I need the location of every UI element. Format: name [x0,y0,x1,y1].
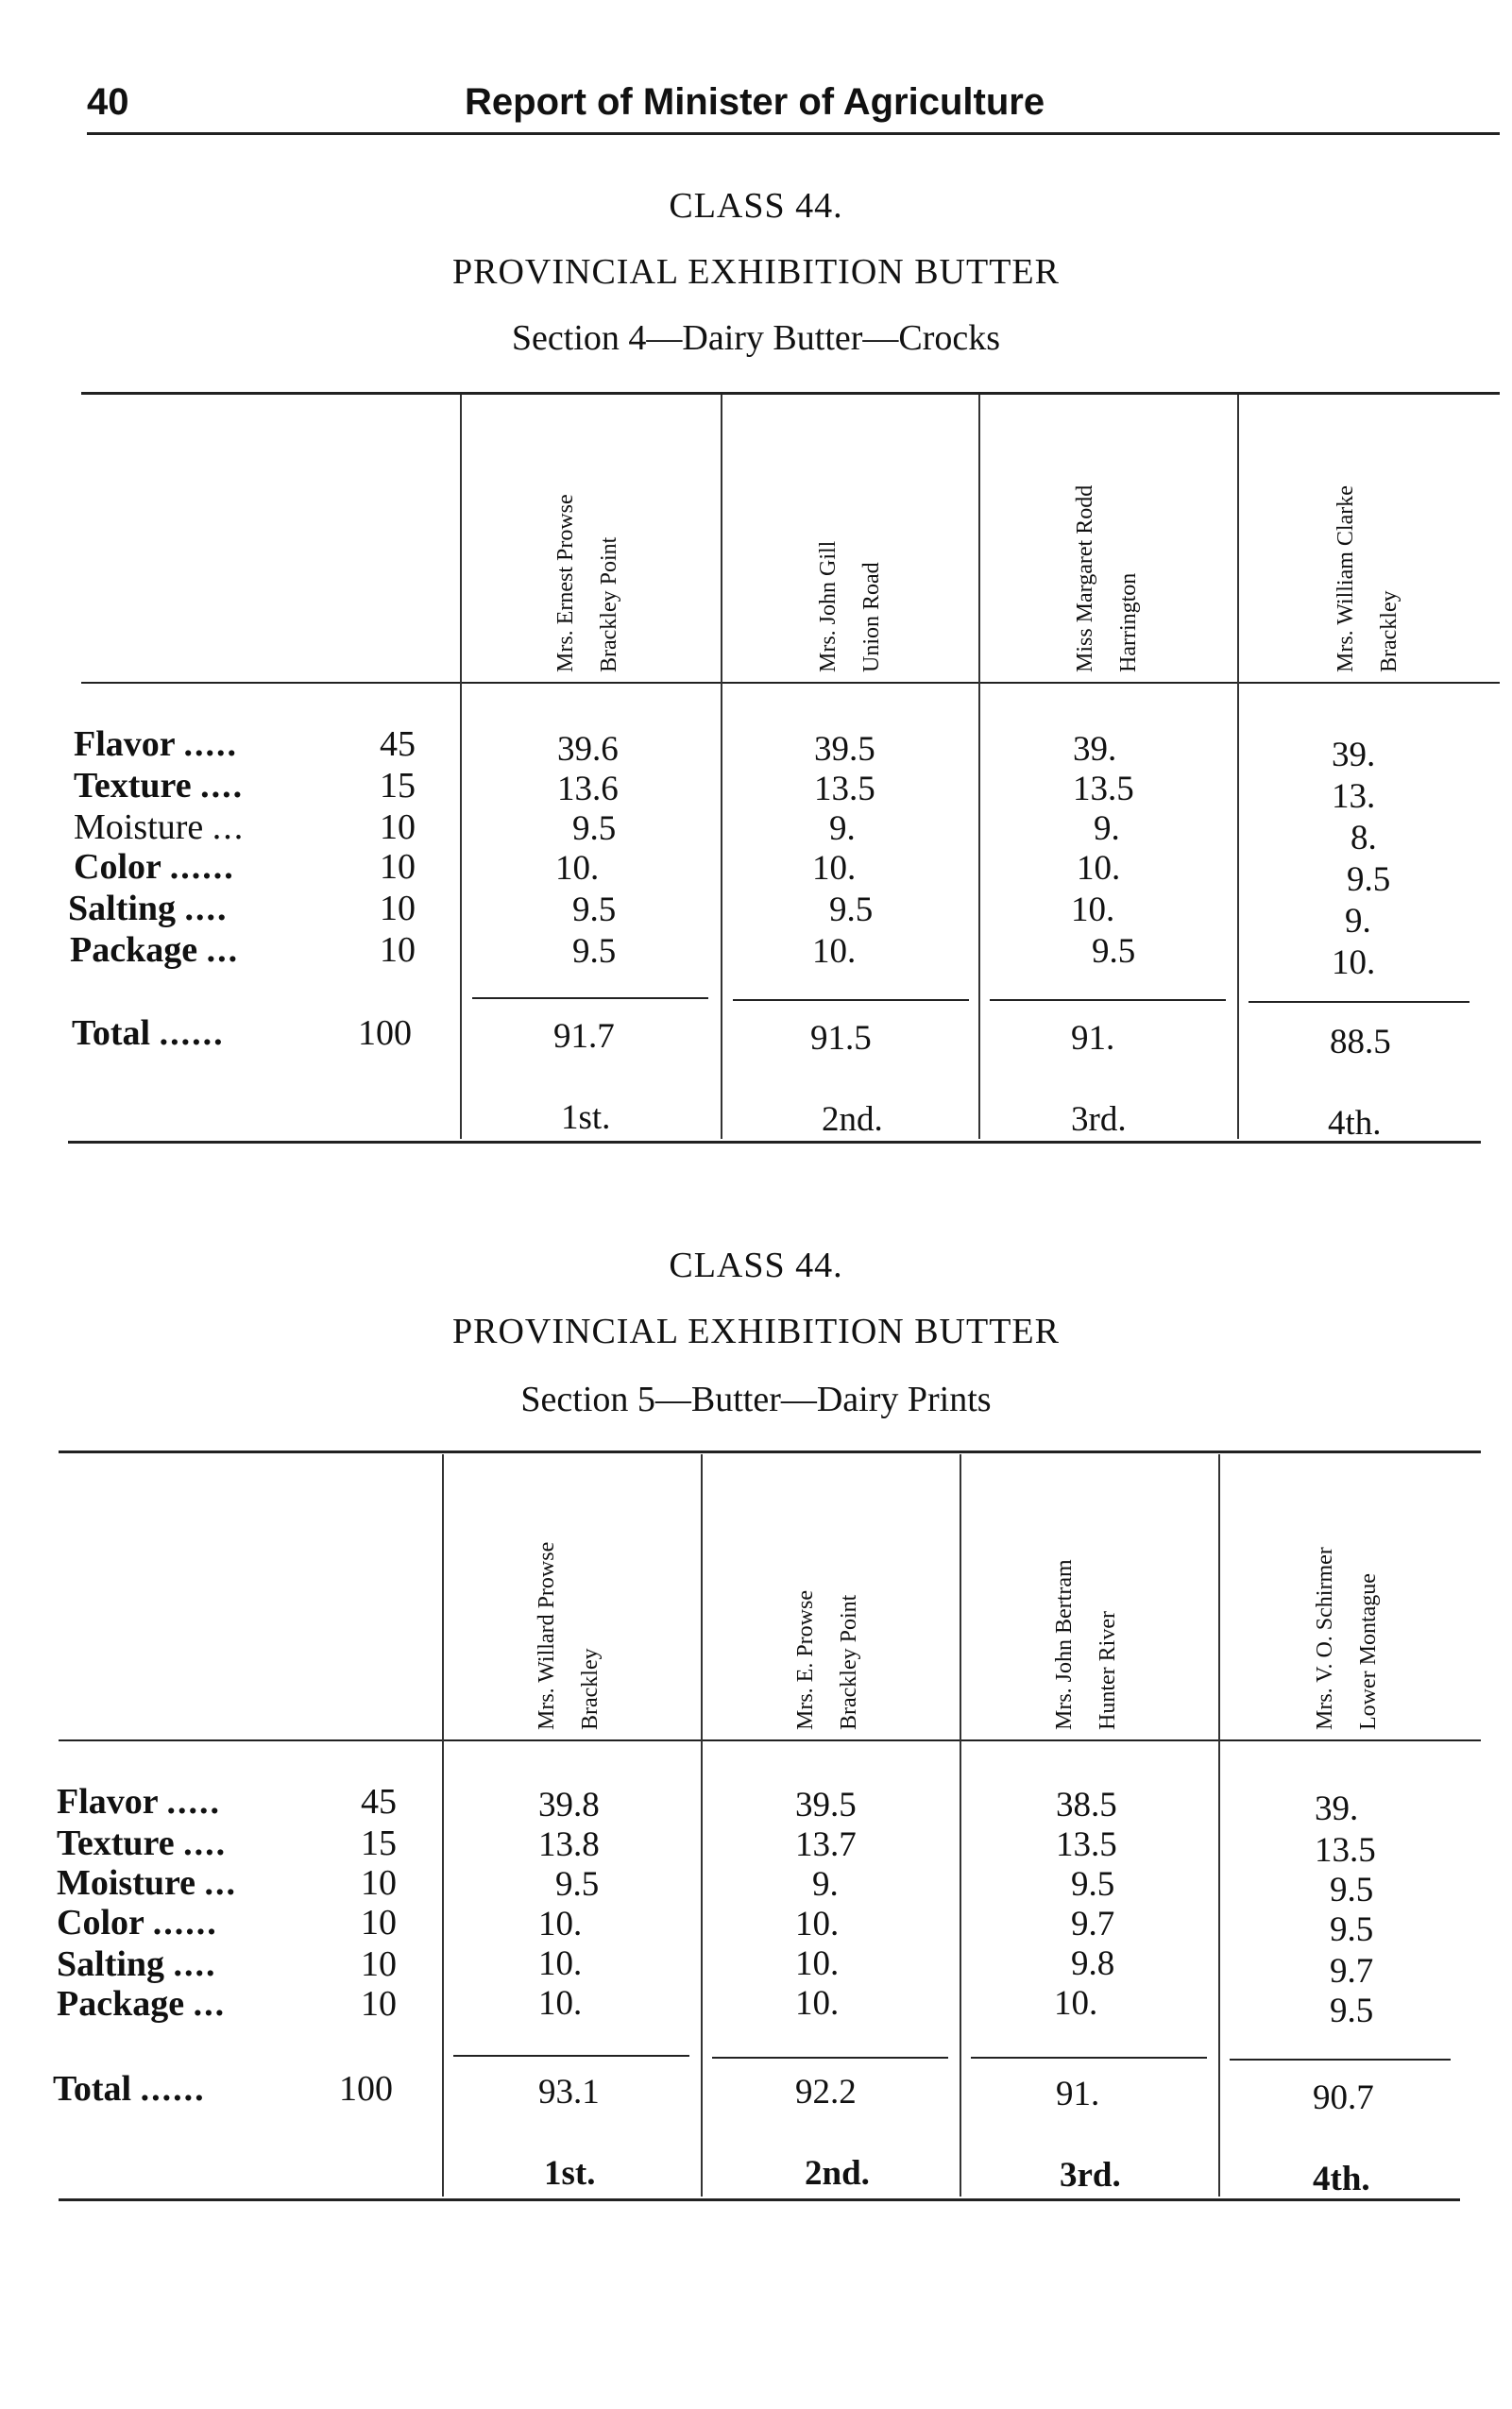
score-cell: 13.5 [1073,770,1134,808]
section-title: Section 5—Butter—Dairy Prints [520,1380,992,1419]
score-cell: 39.5 [795,1786,857,1824]
criterion-max: 10 [380,847,416,887]
criterion-label: Texture .... [74,766,245,806]
score-cell: 9.5 [572,809,617,848]
entrant-header [1320,446,1415,672]
column-divider [721,395,722,1139]
rank-cell: 2nd. [822,1100,883,1139]
total-rule [472,997,708,999]
score-cell: 13.8 [538,1825,600,1864]
column-divider [442,1454,444,2197]
score-cell: 10. [1071,891,1115,929]
entrant-name: Mrs. John Bertram [1052,1559,1077,1730]
score-cell: 10. [812,849,857,888]
score-cell: 39.8 [538,1786,600,1824]
class-title: CLASS 44. [669,186,843,226]
rank-cell: 3rd. [1060,2156,1121,2195]
total-rule [712,2057,948,2059]
entrant-place: Brackley [578,1648,603,1730]
table-top-rule [81,392,1500,395]
entrant-name: Mrs. V. O. Schirmer [1313,1547,1337,1730]
score-cell: 13. [1332,777,1376,816]
rank-cell: 4th. [1313,2160,1370,2198]
section-title: Section 4—Dairy Butter—Crocks [511,318,1001,358]
score-cell: 9.5 [1330,1871,1374,1909]
entrant-place: Brackley Point [597,536,621,672]
score-cell: 39.6 [557,730,619,769]
running-title: Report of Minister of Agriculture [465,81,1045,123]
total-cell: 91. [1056,2075,1100,2113]
score-cell: 39. [1332,736,1376,774]
header-bottom-rule [59,1739,1481,1741]
criterion-label: Color ...... [57,1903,218,1942]
score-cell: 9. [1345,902,1371,941]
column-divider [701,1454,703,2197]
entrant-name: Miss Margaret Rodd [1073,484,1097,672]
criterion-label: Flavor ..... [57,1782,221,1822]
criterion-max: 15 [380,766,416,806]
total-cell: 88.5 [1330,1023,1391,1061]
total-cell: 90.7 [1313,2078,1374,2117]
score-cell: 9.5 [572,932,617,971]
score-cell: 10. [1054,1984,1098,2023]
total-rule [453,2055,689,2057]
score-cell: 39. [1315,1790,1359,1828]
criterion-label: Moisture ... [57,1863,238,1903]
total-cell: 93.1 [538,2073,600,2112]
score-cell: 10. [1077,849,1121,888]
page-number: 40 [87,81,129,123]
entrant-header [780,1503,875,1730]
score-cell: 9.5 [1330,1992,1374,2030]
entrant-place: Harrington [1116,572,1141,672]
total-rule [1230,2059,1451,2061]
total-label: Total ...... [72,1013,225,1053]
score-cell: 8. [1351,819,1377,857]
criterion-label: Flavor ..... [74,724,238,764]
criterion-max: 15 [361,1824,397,1863]
entrant-place: Brackley [1377,590,1402,672]
criterion-max: 10 [380,930,416,970]
entrant-place: Union Road [859,562,884,672]
class-title: CLASS 44. [669,1246,843,1285]
score-cell: 9.5 [1330,1910,1374,1949]
score-cell: 9.7 [1071,1905,1115,1943]
total-max: 100 [358,1013,412,1053]
score-cell: 13.5 [1315,1831,1376,1870]
score-cell: 9. [1094,809,1120,848]
entrant-place: Brackley Point [837,1594,861,1730]
score-cell: 10. [538,1944,583,1983]
column-divider [460,395,462,1139]
score-cell: 9.5 [1092,932,1136,971]
header-bottom-rule [81,682,1500,684]
rank-cell: 2nd. [805,2154,870,2193]
score-cell: 9.5 [829,891,874,929]
score-cell: 10. [795,1944,840,1983]
score-cell: 10. [555,849,600,888]
table-bottom-rule [68,1141,1481,1144]
criterion-label: Color ...... [74,847,235,887]
total-rule [733,999,969,1001]
rank-cell: 1st. [561,1098,611,1137]
score-cell: 9.5 [1071,1865,1115,1904]
entrant-header [1300,1503,1394,1730]
score-cell: 38.5 [1056,1786,1117,1824]
entrant-place: Hunter River [1096,1611,1120,1730]
total-rule [990,999,1226,1001]
total-cell: 91. [1071,1019,1115,1058]
column-divider [960,1454,961,2197]
column-divider [1237,395,1239,1139]
criterion-max: 10 [361,1863,397,1903]
entrant-header [521,1503,616,1730]
entrant-header [1060,446,1154,672]
rank-cell: 1st. [544,2154,596,2193]
entrant-name: Mrs. Ernest Prowse [553,494,578,672]
score-cell: 10. [795,1984,840,2023]
score-cell: 13.5 [814,770,875,808]
criterion-label: Texture .... [57,1824,228,1863]
criterion-max: 10 [361,1903,397,1942]
criterion-max: 45 [361,1782,397,1822]
entrant-name: Mrs. William Clarke [1334,485,1358,672]
criterion-label: Package ... [70,930,240,970]
score-cell: 10. [812,932,857,971]
total-rule [1249,1001,1470,1003]
score-cell: 39.5 [814,730,875,769]
score-cell: 13.6 [557,770,619,808]
class-subtitle: PROVINCIAL EXHIBITION BUTTER [452,252,1060,292]
total-cell: 91.7 [553,1017,615,1056]
criterion-label: Salting .... [68,889,229,928]
total-max: 100 [339,2069,393,2109]
class-subtitle: PROVINCIAL EXHIBITION BUTTER [452,1312,1060,1351]
criterion-max: 10 [380,807,416,847]
table-bottom-rule [59,2198,1460,2201]
total-label: Total ...... [53,2069,206,2109]
column-divider [978,395,980,1139]
score-cell: 9.5 [1347,860,1391,899]
score-cell: 10. [1332,943,1376,982]
table-top-rule [59,1450,1481,1453]
score-cell: 9. [829,809,856,848]
score-cell: 10. [538,1905,583,1943]
entrant-place: Lower Montague [1356,1573,1381,1730]
criterion-max: 10 [361,1984,397,2024]
criterion-max: 10 [361,1944,397,1984]
criterion-label: Moisture ... [74,807,246,847]
entrant-name: Mrs. E. Prowse [793,1590,818,1730]
entrant-name: Mrs. John Gill [816,540,841,672]
score-cell: 13.5 [1056,1825,1117,1864]
criterion-max: 10 [380,889,416,928]
entrant-name: Mrs. Willard Prowse [535,1541,559,1730]
page-header [87,76,1500,135]
entrant-header [540,446,635,672]
score-cell: 9. [812,1865,839,1904]
total-cell: 91.5 [810,1019,872,1058]
rank-cell: 3rd. [1071,1100,1127,1139]
total-cell: 92.2 [795,2073,857,2112]
score-cell: 9.5 [555,1865,600,1904]
score-cell: 9.8 [1071,1944,1115,1983]
entrant-header [803,446,897,672]
entrant-header [1039,1503,1133,1730]
column-divider [1218,1454,1220,2197]
score-cell: 10. [538,1984,583,2023]
score-cell: 39. [1073,730,1117,769]
rank-cell: 4th. [1328,1104,1382,1143]
score-cell: 9.7 [1330,1952,1374,1991]
total-rule [971,2057,1207,2059]
criterion-max: 45 [380,724,416,764]
score-cell: 13.7 [795,1825,857,1864]
score-cell: 9.5 [572,891,617,929]
criterion-label: Package ... [57,1984,227,2024]
score-cell: 10. [795,1905,840,1943]
criterion-label: Salting .... [57,1944,217,1984]
